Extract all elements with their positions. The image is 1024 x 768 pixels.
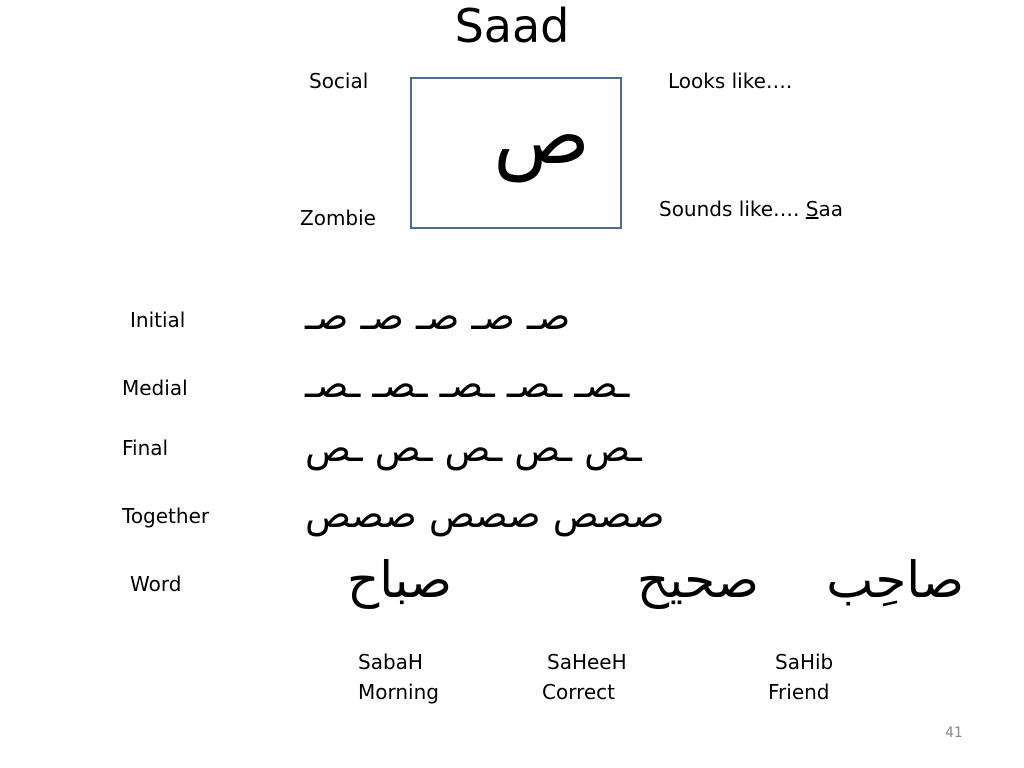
medial-forms: ـصـ ـصـ ـصـ ـصـ ـصـ: [305, 362, 630, 406]
word-correct-meaning: Correct: [542, 680, 615, 704]
social-label: Social: [309, 69, 369, 93]
looks-like-label: Looks like….: [668, 69, 793, 93]
word-friend-transliteration: SaHib: [775, 650, 834, 674]
final-label: Final: [122, 436, 169, 460]
sounds-like-prefix: Sounds like….: [659, 197, 806, 221]
sounds-like-label: [659, 197, 843, 221]
word-correct-arabic: صحيح: [636, 551, 759, 609]
word-morning-meaning: Morning: [358, 680, 439, 704]
featured-letter: ص: [493, 89, 590, 182]
page-number: 41: [945, 725, 963, 741]
word-friend-arabic: صاحِب: [826, 551, 964, 609]
word-morning-transliteration: SabaH: [358, 650, 423, 674]
word-morning-arabic: صباح: [346, 551, 452, 609]
medial-label: Medial: [122, 376, 188, 400]
initial-label: Initial: [130, 308, 186, 332]
zombie-label: Zombie: [300, 206, 376, 230]
sounds-like-suffix: aa: [818, 197, 843, 221]
slide-title: Saad: [454, 0, 570, 53]
together-label: Together: [122, 504, 210, 528]
letter-box: [410, 77, 622, 229]
word-friend-meaning: Friend: [768, 680, 830, 704]
word-correct-transliteration: SaHeeH: [547, 650, 627, 674]
together-forms: صصص صصص صصص: [305, 492, 665, 536]
word-label: Word: [130, 572, 182, 596]
final-forms: ـص ـص ـص ـص ـص: [305, 426, 642, 470]
initial-forms: صـ صـ صـ صـ صـ: [305, 294, 571, 338]
sounds-like-underlined-letter: S: [805, 197, 819, 221]
